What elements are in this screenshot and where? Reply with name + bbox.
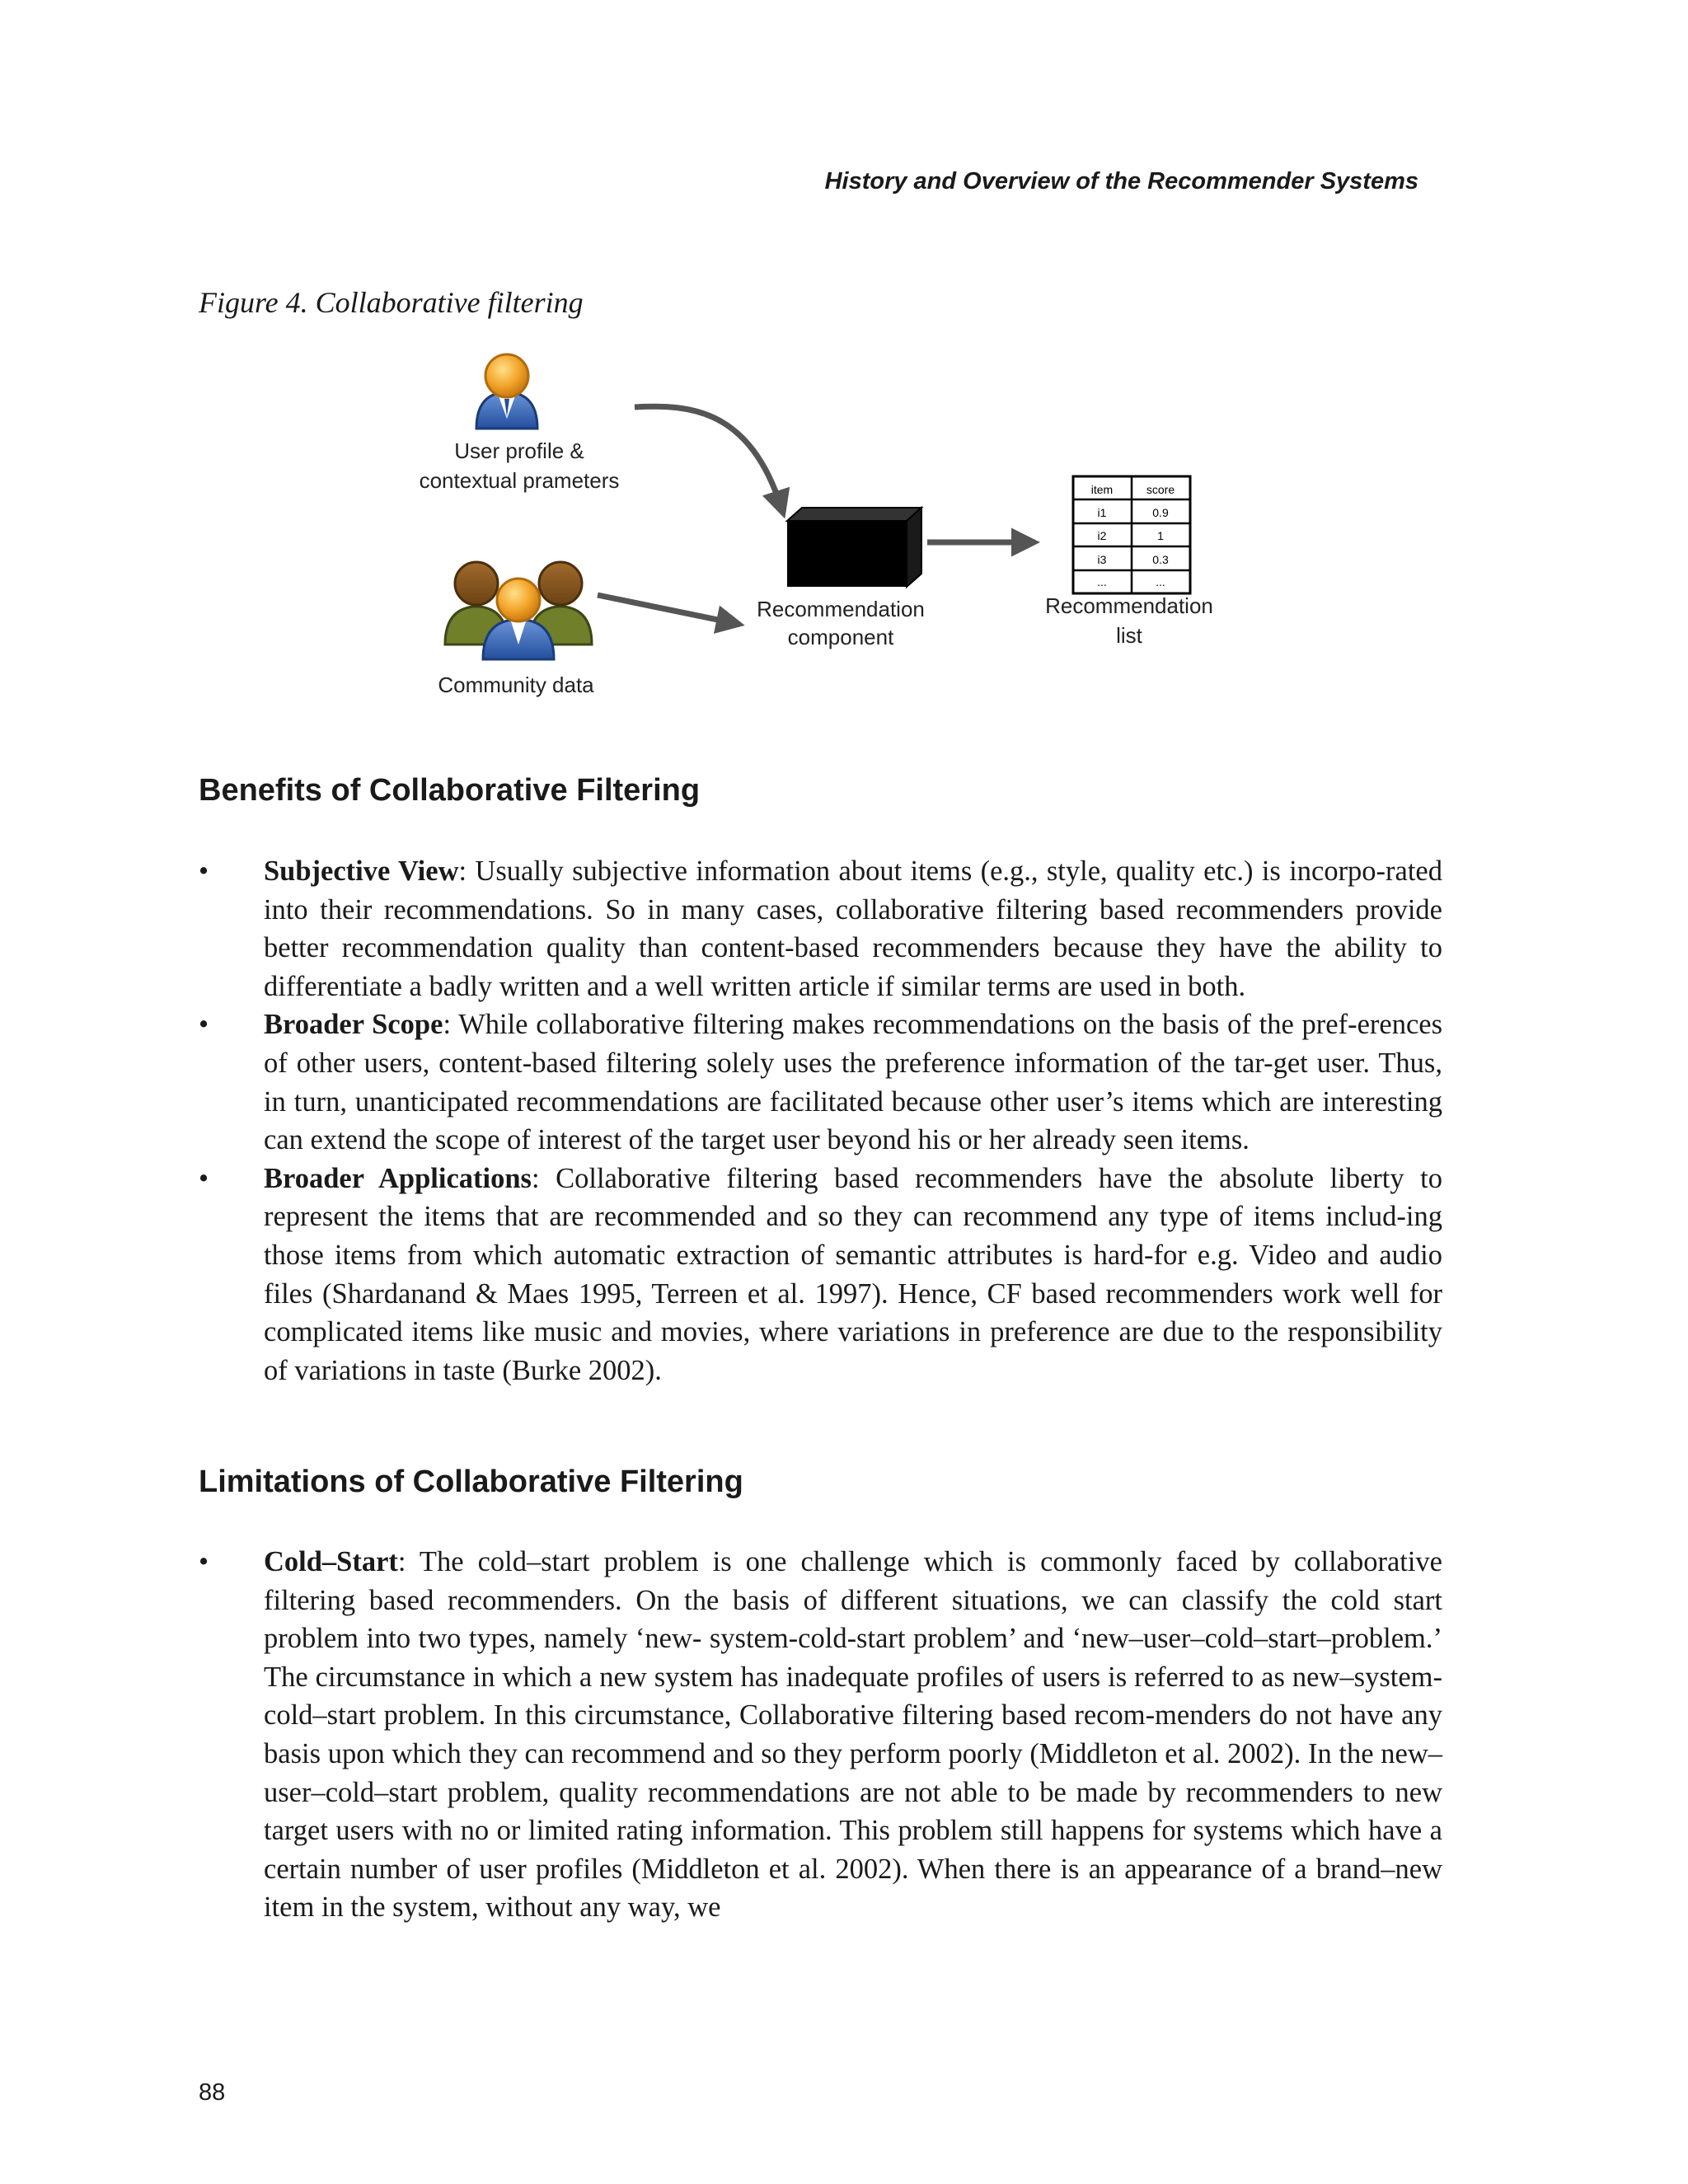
- bullet-icon: •: [199, 855, 209, 887]
- figure-caption: Figure 4. Collaborative filtering: [199, 286, 584, 319]
- collaborative-filtering-figure: [387, 338, 1245, 717]
- item-term: Subjective View: [264, 855, 459, 887]
- recommendation-component-box: [787, 508, 921, 587]
- list-item: [199, 852, 1442, 1005]
- table-cell: ...: [1097, 575, 1107, 588]
- bullet-icon: •: [199, 1009, 209, 1041]
- item-text: : Usually subjective information about items (e.g., style, quality etc.) is incorpo-rated into their recommendations. So in many cases, collaborative filtering based recommenders provide better recommendation quality than content-based recommenders because they have the ability to differentiate a badly written and a well written article if similar terms are used in both.: [264, 855, 1442, 1002]
- bullet-icon: •: [199, 1546, 209, 1577]
- table-header-score: score: [1146, 483, 1175, 496]
- benefits-list: [199, 852, 1442, 1390]
- table-cell: 0.9: [1152, 506, 1169, 519]
- community-data-label: Community data: [438, 673, 594, 697]
- running-head: History and Overview of the Recommender Systems: [824, 168, 1418, 194]
- curved-arrow: [635, 406, 781, 508]
- item-text: : While collaborative filtering makes recommendations on the basis of the pref-erences of other users, content-based filtering solely uses the preference information of the tar-get user. Thus, in turn, unanticipated recommendations are facilitated because other user’s items which are interesting can extend the scope of interest of the target user beyond his or her already seen items.: [264, 1009, 1443, 1156]
- list-label-line-2: list: [1116, 623, 1142, 648]
- table-cell: 0.3: [1152, 553, 1169, 566]
- table-header-item: item: [1090, 483, 1114, 496]
- recommendation-table: [1073, 476, 1190, 593]
- item-term: Cold–Start: [264, 1546, 398, 1577]
- page-number: 88: [199, 2079, 226, 2106]
- component-label-line-1: Recommendation: [757, 597, 925, 621]
- limitations-heading: Limitations of Collaborative Filtering: [199, 1465, 743, 1499]
- user-icon: [476, 354, 537, 429]
- table-cell: 1: [1157, 529, 1164, 542]
- user-profile-label-line-1: User profile &: [454, 438, 584, 463]
- table-cell: i1: [1097, 506, 1107, 519]
- table-cell: i2: [1097, 529, 1107, 542]
- user-profile-label-line-2: contextual prameters: [419, 468, 620, 493]
- list-label-line-1: Recommendation: [1045, 593, 1213, 618]
- component-label-line-2: component: [787, 625, 894, 649]
- item-term: Broader Applications: [264, 1162, 532, 1194]
- limitations-list: [199, 1543, 1442, 1927]
- list-item: [199, 1160, 1442, 1390]
- bullet-icon: •: [199, 1162, 209, 1194]
- benefits-heading: Benefits of Collaborative Filtering: [199, 773, 701, 808]
- list-item: [199, 1543, 1442, 1927]
- table-cell: i3: [1097, 553, 1107, 566]
- community-icon: [445, 562, 592, 659]
- list-item: [199, 1005, 1442, 1159]
- item-text: : Collaborative filtering based recommenders have the absolute liberty to represent the items that are recommended and so they can recommend any type of items includ-ing those items from which automatic extraction of semantic attributes is hard-for e.g. Video and audio files (Shardanand & Maes 1995, Terreen et al. 1997). Hence, CF based recommenders work well for complicated items like music and movies, where variations in preference are due to the responsibility of variations in taste (Burke 2002).: [264, 1162, 1442, 1386]
- item-term: Broader Scope: [264, 1009, 443, 1041]
- item-text: : The cold–start problem is one challenge which is commonly faced by collaborative filtering based recommenders. On the basis of different situations, we can classify the cold start problem into two types, namely ‘new- system-cold-start problem’ and ‘new–user–cold–start–problem.’ The circumstance in which a new system has inadequate profiles of users is referred to as new–system-cold–start problem. In this circumstance, Collaborative filtering based recom-menders do not have any basis upon which they can recommend and so they perform poorly (Middleton et al. 2002). In the new–user–cold–start problem, quality recommendations are not able to be made by recommenders to new target users with no or limited rating information. This problem still happens for systems which have a certain number of user profiles (Middleton et al. 2002). When there is an appearance of a brand–new item in the system, without any way, we: [264, 1546, 1442, 1924]
- table-cell: ...: [1156, 575, 1165, 588]
- community-arrow: [598, 595, 734, 623]
